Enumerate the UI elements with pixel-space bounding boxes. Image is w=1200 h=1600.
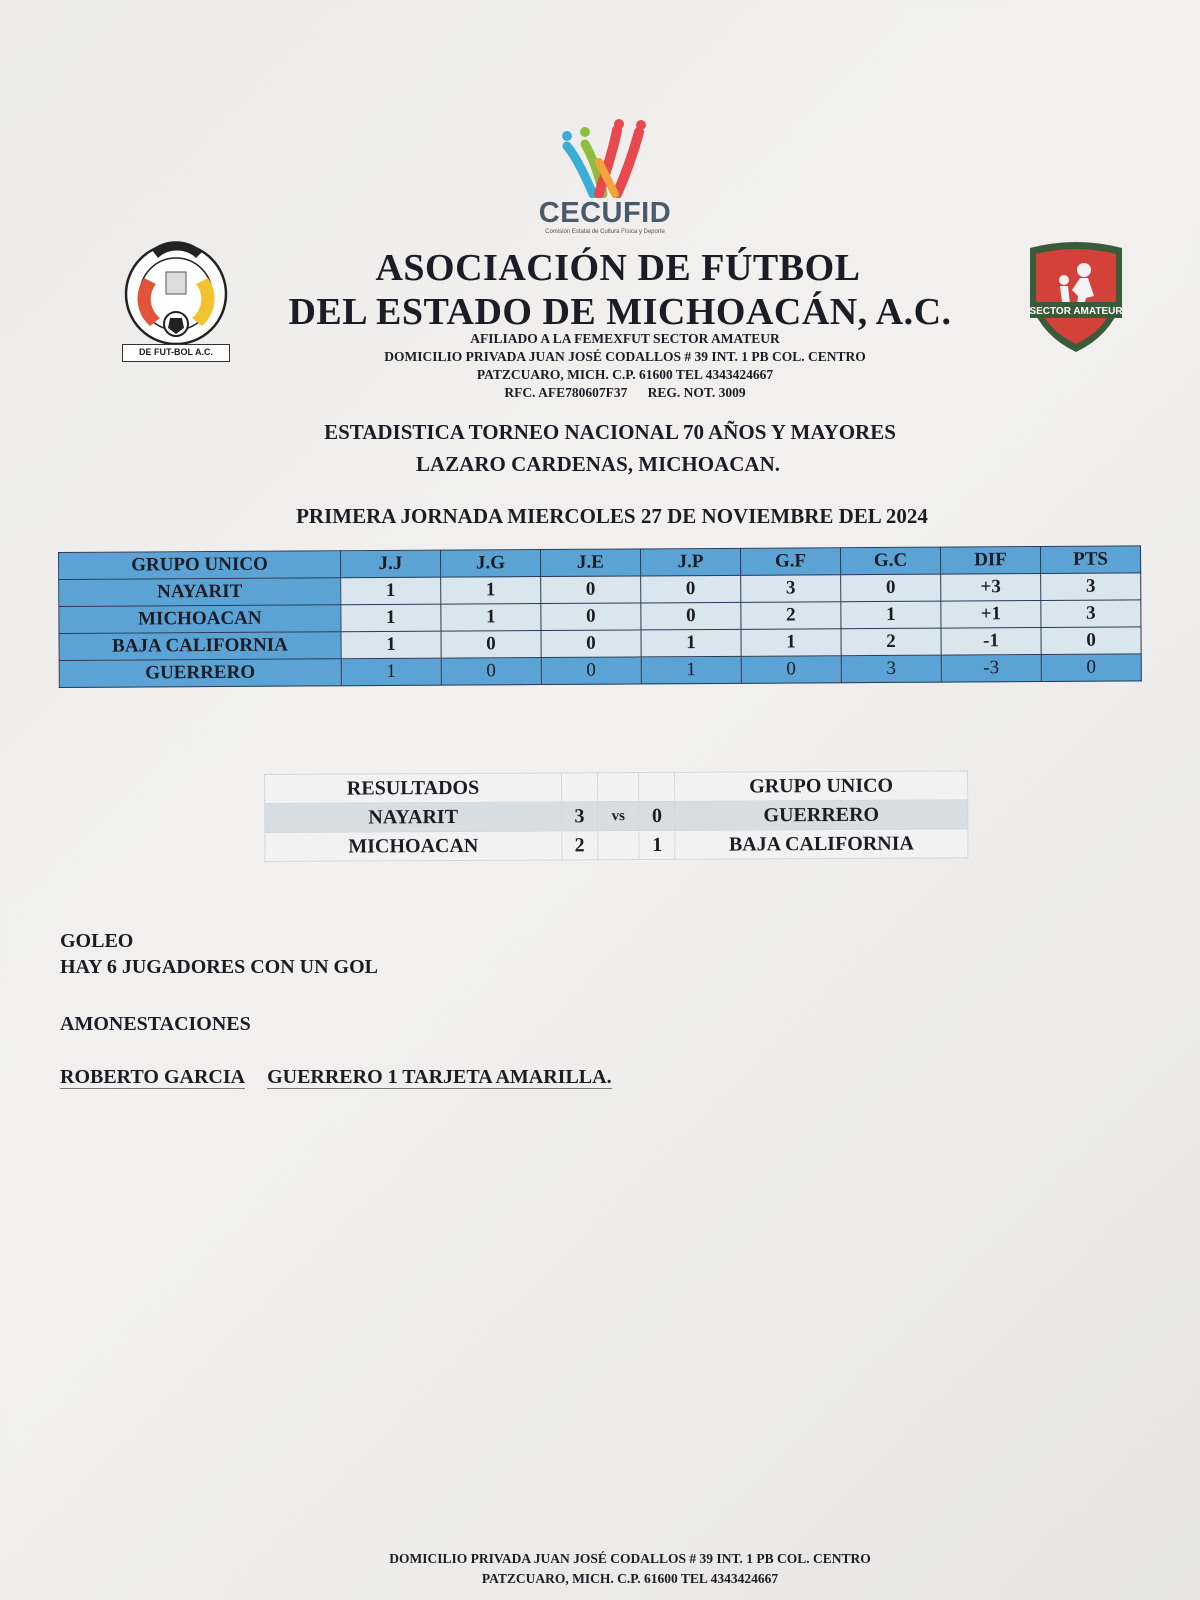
goleo-title: GOLEO — [60, 930, 134, 952]
stat-cell: 0 — [541, 576, 641, 604]
cecufid-logo — [525, 118, 685, 238]
standings-table — [58, 545, 1142, 688]
sector-amateur-text: SECTOR AMATEUR — [1029, 306, 1123, 317]
footer-address-line2: PATZCUARO, MICH. C.P. 61600 TEL 4343424667 — [481, 1571, 779, 1586]
team-name-cell: MICHOACAN — [59, 605, 341, 634]
matchday-heading: PRIMERA JORNADA MIERCOLES 27 DE NOVIEMBRE DEL 2024 — [296, 504, 928, 528]
stat-cell: 1 — [341, 631, 441, 659]
away-team-cell: GUERRERO — [675, 800, 968, 831]
stat-cell: 1 — [641, 656, 741, 684]
cecufid-tagline: Comisión Estatal de Cultura Física y Deporte — [545, 229, 665, 235]
goleo-text: HAY 6 JUGADORES CON UN GOL — [60, 956, 378, 978]
affiliation-text: AFILIADO A LA FEMEXFUT SECTOR AMATEUR — [470, 331, 780, 346]
column-header: DIF — [940, 546, 1040, 574]
team-name-cell: GUERRERO — [59, 659, 341, 688]
location-heading: LAZARO CARDENAS, MICHOACAN. — [415, 452, 780, 476]
results-header-row — [265, 771, 968, 804]
stat-cell: 0 — [441, 658, 541, 686]
column-header: J.J — [340, 550, 440, 578]
vs-label: vs — [597, 802, 639, 831]
column-header: PTS — [1040, 546, 1140, 574]
away-score-cell: 1 — [639, 830, 675, 859]
match-row — [265, 800, 968, 833]
column-header: J.P — [640, 548, 740, 576]
address-line1: DOMICILIO PRIVADA JUAN JOSÉ CODALLOS # 39 INT. 1 PB COL. CENTRO — [384, 349, 866, 364]
stat-cell: 3 — [1041, 600, 1141, 628]
stat-cell: 1 — [741, 629, 841, 657]
column-header: J.G — [440, 550, 540, 578]
stat-cell: 3 — [841, 655, 941, 683]
away-team-cell: BAJA CALIFORNIA — [675, 829, 968, 860]
home-score-cell: 2 — [562, 831, 598, 860]
match-row — [265, 829, 968, 862]
home-score-cell: 3 — [562, 802, 598, 831]
amonestaciones-title: AMONESTACIONES — [60, 1013, 251, 1035]
column-header: J.E — [540, 549, 640, 577]
cecufid-wordmark: CECUFID — [538, 197, 672, 229]
stat-cell: 0 — [641, 602, 741, 630]
association-title-line2: DEL ESTADO DE MICHOACÁN, A.C. — [288, 291, 952, 333]
home-team-cell: NAYARIT — [265, 802, 562, 833]
stat-cell: 1 — [341, 577, 441, 605]
address-line2: PATZCUARO, MICH. C.P. 61600 TEL 4343424667 — [476, 367, 774, 382]
tournament-heading: ESTADISTICA TORNEO NACIONAL 70 AÑOS Y MAYORES — [324, 420, 896, 444]
stat-cell: 3 — [1041, 573, 1141, 601]
stat-cell: 1 — [841, 601, 941, 629]
stat-cell: +1 — [941, 600, 1041, 628]
card-entry — [60, 1066, 612, 1089]
results-table — [264, 770, 968, 862]
stat-cell: 0 — [841, 574, 941, 602]
cecufid-figures-icon — [559, 118, 651, 198]
stat-cell: 0 — [541, 630, 641, 658]
results-header-right: GRUPO UNICO — [675, 771, 968, 802]
stat-cell: 1 — [441, 604, 541, 632]
results-header-left: RESULTADOS — [265, 773, 562, 804]
stat-cell: 0 — [1041, 654, 1141, 682]
team-name-cell: NAYARIT — [59, 578, 341, 607]
home-team-cell: MICHOACAN — [265, 831, 562, 862]
card-player-name: ROBERTO GARCIA — [60, 1066, 246, 1088]
away-score-cell: 0 — [639, 801, 675, 830]
stat-cell: 0 — [1041, 627, 1141, 655]
association-title-line1: ASOCIACIÓN DE FÚTBOL — [375, 247, 861, 289]
column-header: G.F — [740, 548, 840, 576]
stat-cell: 0 — [641, 575, 741, 603]
stat-cell: 0 — [541, 603, 641, 631]
column-header: GRUPO UNICO — [59, 551, 341, 580]
team-name-cell: BAJA CALIFORNIA — [59, 632, 341, 661]
stat-cell: +3 — [941, 573, 1041, 601]
stat-cell: 1 — [441, 577, 541, 605]
association-logo-caption: DE FUT-BOL A.C. — [122, 344, 230, 362]
column-header: G.C — [840, 547, 940, 575]
stat-cell: 1 — [641, 629, 741, 657]
stat-cell: -3 — [941, 654, 1041, 682]
stat-cell: -1 — [941, 627, 1041, 655]
stat-cell: 2 — [741, 602, 841, 630]
stat-cell: 3 — [741, 575, 841, 603]
footer-address-line1: DOMICILIO PRIVADA JUAN JOSÉ CODALLOS # 39 INT. 1 PB COL. CENTRO — [389, 1551, 871, 1566]
rfc-line: RFC. AFE780607F37 REG. NOT. 3009 — [504, 385, 746, 400]
card-detail: GUERRERO 1 TARJETA AMARILLA. — [267, 1066, 612, 1088]
stat-cell: 2 — [841, 628, 941, 656]
stat-cell: 1 — [341, 604, 441, 632]
stat-cell: 0 — [741, 656, 841, 684]
stat-cell: 0 — [441, 631, 541, 659]
stat-cell: 1 — [341, 658, 441, 686]
stat-cell: 0 — [541, 657, 641, 685]
